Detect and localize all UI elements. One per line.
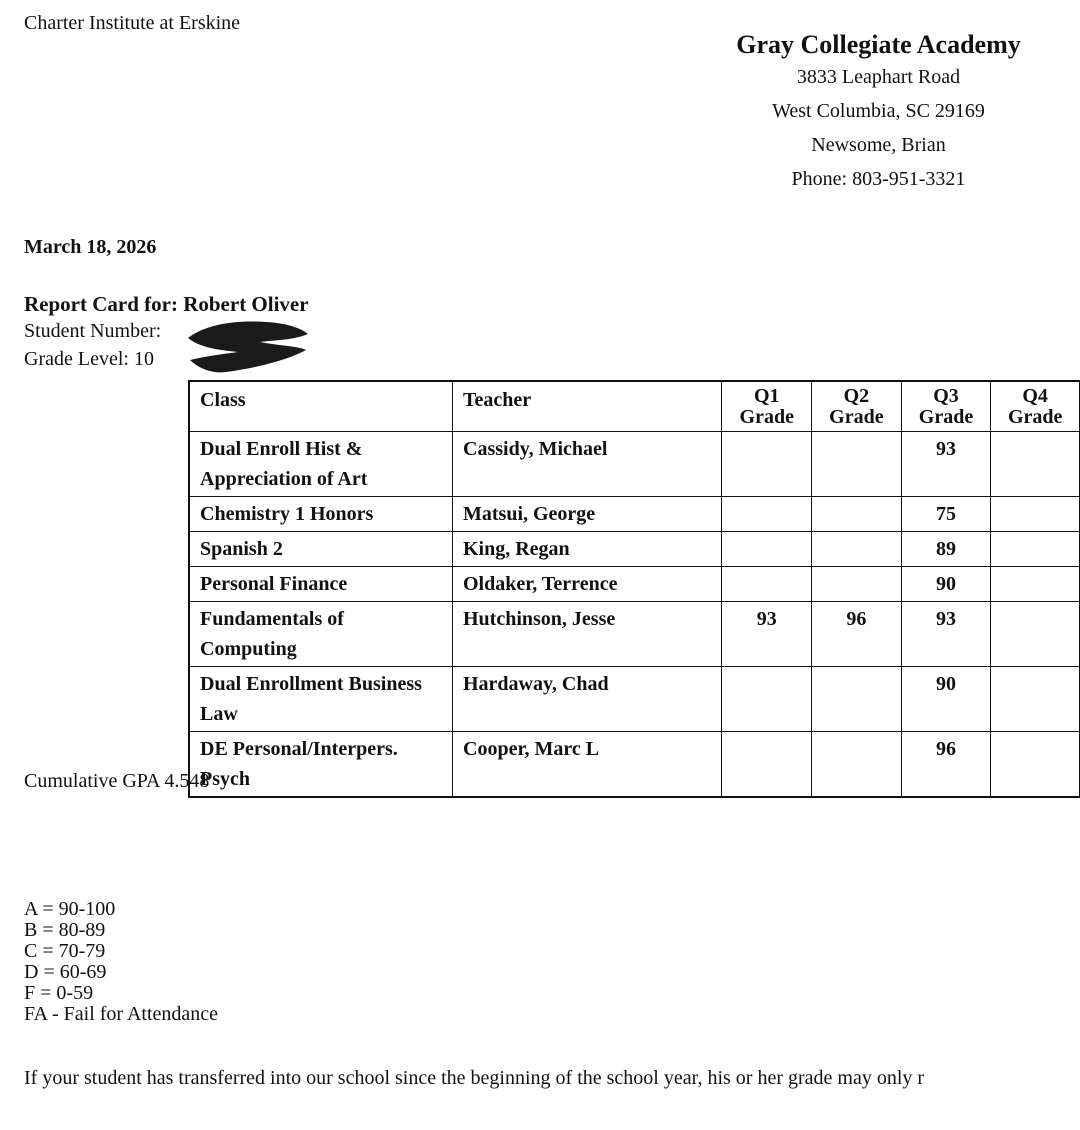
q3-grade: 89 xyxy=(901,532,991,567)
header-q3-line2: Grade xyxy=(918,406,974,428)
teacher-cell: Cooper, Marc L xyxy=(453,732,722,798)
q4-grade xyxy=(991,497,1080,532)
table-row xyxy=(189,667,1080,732)
q2-grade xyxy=(812,432,902,497)
principal-name: Newsome, Brian xyxy=(811,134,946,156)
class-name-line2: Computing xyxy=(200,638,297,660)
q2-grade xyxy=(812,497,902,532)
table-row xyxy=(189,567,1080,602)
school-name: Gray Collegiate Academy xyxy=(736,30,1021,59)
header-q2-line1: Q2 xyxy=(843,385,870,407)
header-class: Class xyxy=(189,381,453,432)
address-line-1: 3833 Leaphart Road xyxy=(796,66,961,88)
scale-f: F = 0-59 xyxy=(24,982,94,1004)
header-q4 xyxy=(991,381,1080,432)
class-cell xyxy=(189,732,453,798)
header-q1 xyxy=(722,381,812,432)
report-date: March 18, 2026 xyxy=(24,236,157,258)
teacher-cell: King, Regan xyxy=(453,532,722,567)
grading-scale xyxy=(24,899,218,1025)
table-row xyxy=(189,532,1080,567)
q1-grade: 93 xyxy=(722,602,812,667)
table-row xyxy=(189,497,1080,532)
q4-grade xyxy=(991,667,1080,732)
table-row xyxy=(189,732,1080,798)
scale-a: A = 90-100 xyxy=(24,898,116,920)
q3-grade: 93 xyxy=(901,432,991,497)
class-cell xyxy=(189,667,453,732)
address-line-2: West Columbia, SC 29169 xyxy=(772,100,985,122)
q2-grade xyxy=(812,732,902,798)
table-header-row xyxy=(189,381,1080,432)
school-info xyxy=(690,30,1067,196)
q2-grade xyxy=(812,567,902,602)
q1-grade xyxy=(722,667,812,732)
grades-table xyxy=(188,380,1080,798)
q3-grade: 93 xyxy=(901,602,991,667)
q1-grade xyxy=(722,532,812,567)
q1-grade xyxy=(722,497,812,532)
transfer-notice: If your student has transferred into our school since the beginning of the school year, his or her grade may only r xyxy=(24,1067,925,1089)
redaction-shape xyxy=(188,322,308,373)
header-teacher: Teacher xyxy=(453,381,722,432)
school-phone: Phone: 803-951-3321 xyxy=(791,168,966,190)
q4-grade xyxy=(991,532,1080,567)
class-name-line1: DE Personal/Interpers. xyxy=(200,738,398,760)
q4-grade xyxy=(991,732,1080,798)
q3-grade: 75 xyxy=(901,497,991,532)
q1-grade xyxy=(722,567,812,602)
organization-name: Charter Institute at Erskine xyxy=(24,12,241,34)
header-q3-line1: Q3 xyxy=(933,385,959,407)
class-name-line2: Psych xyxy=(200,768,250,790)
class-name-line1: Fundamentals of xyxy=(200,608,344,630)
teacher-cell: Matsui, George xyxy=(453,497,722,532)
class-cell: Spanish 2 xyxy=(189,532,453,567)
student-number-label: Student Number: xyxy=(24,320,162,342)
q3-grade: 90 xyxy=(901,567,991,602)
teacher-cell: Cassidy, Michael xyxy=(453,432,722,497)
q3-grade: 90 xyxy=(901,667,991,732)
q2-grade: 96 xyxy=(812,602,902,667)
q1-grade xyxy=(722,432,812,497)
table-row xyxy=(189,602,1080,667)
q2-grade xyxy=(812,667,902,732)
teacher-cell: Hutchinson, Jesse xyxy=(453,602,722,667)
q4-grade xyxy=(991,602,1080,667)
class-name-line2: Appreciation of Art xyxy=(200,468,368,490)
header-q1-line1: Q1 xyxy=(753,385,780,407)
header-q1-line2: Grade xyxy=(739,406,794,428)
q4-grade xyxy=(991,432,1080,497)
header-q4-line1: Q4 xyxy=(1022,385,1048,407)
grade-level-label: Grade Level: 10 xyxy=(24,348,154,370)
cumulative-gpa: Cumulative GPA 4.548 xyxy=(24,770,210,792)
class-cell: Personal Finance xyxy=(189,567,453,602)
header-q2 xyxy=(812,381,902,432)
scale-fa: FA - Fail for Attendance xyxy=(24,1003,219,1025)
header-q2-line2: Grade xyxy=(829,406,884,428)
q3-grade: 96 xyxy=(901,732,991,798)
q1-grade xyxy=(722,732,812,798)
class-name-line1: Dual Enrollment Business xyxy=(200,673,422,695)
scale-c: C = 70-79 xyxy=(24,940,106,962)
class-name-line1: Dual Enroll Hist & xyxy=(200,438,363,460)
class-cell xyxy=(189,602,453,667)
teacher-cell: Oldaker, Terrence xyxy=(453,567,722,602)
report-card-title: Report Card for: Robert Oliver xyxy=(24,292,309,316)
scale-d: D = 60-69 xyxy=(24,961,107,983)
class-cell: Chemistry 1 Honors xyxy=(189,497,453,532)
teacher-cell: Hardaway, Chad xyxy=(453,667,722,732)
header-q3 xyxy=(901,381,991,432)
q2-grade xyxy=(812,532,902,567)
class-cell xyxy=(189,432,453,497)
scale-b: B = 80-89 xyxy=(24,919,106,941)
q4-grade xyxy=(991,567,1080,602)
redaction-scribble xyxy=(176,316,316,378)
header-q4-line2: Grade xyxy=(1007,406,1063,428)
class-name-line2: Law xyxy=(200,703,238,725)
table-row xyxy=(189,432,1080,497)
